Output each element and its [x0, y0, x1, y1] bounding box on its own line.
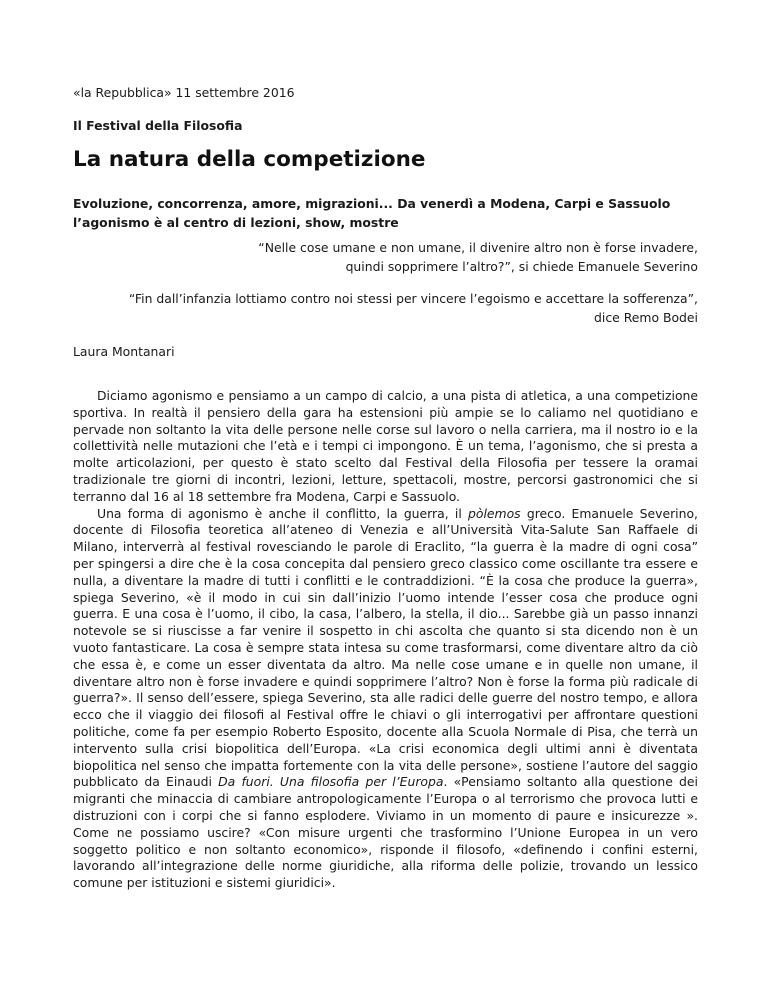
- article-body: [73, 388, 698, 892]
- pull-quote-severino: [218, 238, 698, 276]
- subtitle-line: l’agonismo è al centro di lezioni, show, mostre: [73, 215, 399, 230]
- italic-term: pòlemos: [468, 505, 521, 521]
- subtitle-line: Evoluzione, concorrenza, amore, migrazioni... Da venerdì a Modena, Carpi e Sassuolo: [73, 196, 671, 211]
- quote-line: “Nelle cose umane e non umane, il divenire altro non è forse invadere,: [258, 240, 698, 255]
- text-run: . «Pensiamo soltanto alla questione dei migranti che minaccia di cambiare antropologicamente l’Europa o al terrorismo che provoca lutti e distruzioni con i corpi che si fanno esplodere. Viviamo in un momento di paure e insicurezze ». Come ne possiamo uscire? «Con misure urgenti che trasformino l’Unione Europea in un vero soggetto politico e non soltanto economico», risponde il filosofo, «definendo i confini esterni, lavorando all’integrazione delle norme giuridiche, alla riforma delle polizie, trovando un lessico comune per istituzioni e sistemi giuridici».: [73, 774, 698, 891]
- paragraph-2: [73, 506, 698, 892]
- book-title: Da fuori. Una filosofia per l’Europa: [218, 774, 444, 790]
- quote-line: quindi sopprimere l’altro?”, si chiede Emanuele Severino: [345, 259, 698, 274]
- quote-line: “Fin dall’infanzia lottiamo contro noi stessi per vincere l’egoismo e accettare la sofferenza”,: [128, 291, 698, 306]
- section-label: Il Festival della Filosofia: [73, 118, 243, 133]
- article-subtitle: [73, 194, 698, 232]
- text-run: Una forma di agonismo è anche il conflitto, la guerra, il: [97, 505, 469, 521]
- article-title: La natura della competizione: [73, 147, 426, 172]
- quote-line: dice Remo Bodei: [594, 310, 698, 325]
- paragraph-1: Diciamo agonismo e pensiamo a un campo di calcio, a una pista di atletica, a una competizione sportiva. In realtà il pensiero della gara ha estensioni più ampie se lo caliamo nel quotidiano e pervade non soltanto la vita delle persone nelle corse sul lavoro o nella carriera, ma il nostro io e la collettività nelle mutazioni che l’età e i tempi ci impongono. È un tema, l’agonismo, che si presta a molte articolazioni, per questo è stato scelto dal Festival della Filosofia per tessere la oramai tradizionale tre giorni di incontri, lezioni, letture, spettacoli, mostre, percorsi gastronomici che si terranno dal 16 al 18 settembre fra Modena, Carpi e Sassuolo.: [73, 388, 698, 504]
- source-line: «la Repubblica» 11 settembre 2016: [73, 85, 295, 100]
- author-byline: Laura Montanari: [73, 344, 175, 359]
- pull-quote-bodei: [73, 289, 698, 327]
- text-run: greco. Emanuele Severino, docente di Filosofia teoretica all’ateneo di Venezia e all’Università Vita-Salute San Raffaele di Milano, interverrà al festival rovesciando le parole di Eraclito, “la guerra è la madre di ogni cosa” per spingersi a dire che è la cosa concepita dal pensiero greco classico come oscillante tra essere e nulla, a diventare la madre di tutti i conflitti e le contraddizioni. “È la cosa che produce la guerra», spiega Severino, «è il modo in cui sin dall’inizio l’uomo intende l’esser cosa che produce ogni guerra. E una cosa è l’uomo, il cibo, la casa, l’albero, la stella, il dio... Sarebbe già un passo innanzi notevole se si riuscisse a far venire il sospetto in chi ascolta che quanto si sta dicendo non è un vuoto fantasticare. La cosa è sempre stata intesa su come trasformarsi, come diventare altro da ciò che essa è, e come un esser diventata da altro. Ma nelle cose umane e in quelle non umane, il diventare altro non è forse invadere e quindi sopprimere l’altro? Non è forse la forma più radicale di guerra?». Il senso dell’essere, spiega Severino, sta alle radici delle guerre del nostro tempo, e allora ecco che il viaggio dei filosofi al Festival offre le chiavi o gli interrogativi per affrontare questioni politiche, come fa per esempio Roberto Esposito, docente alla Scuola Normale di Pisa, che terrà un intervento sulla crisi biopolitica dell’Europa. «La crisi economica degli ultimi anni è diventata biopolitica nel senso che impatta fortemente con la vita delle persone», sostiene l’autore del saggio pubblicato da Einaudi: [73, 505, 698, 790]
